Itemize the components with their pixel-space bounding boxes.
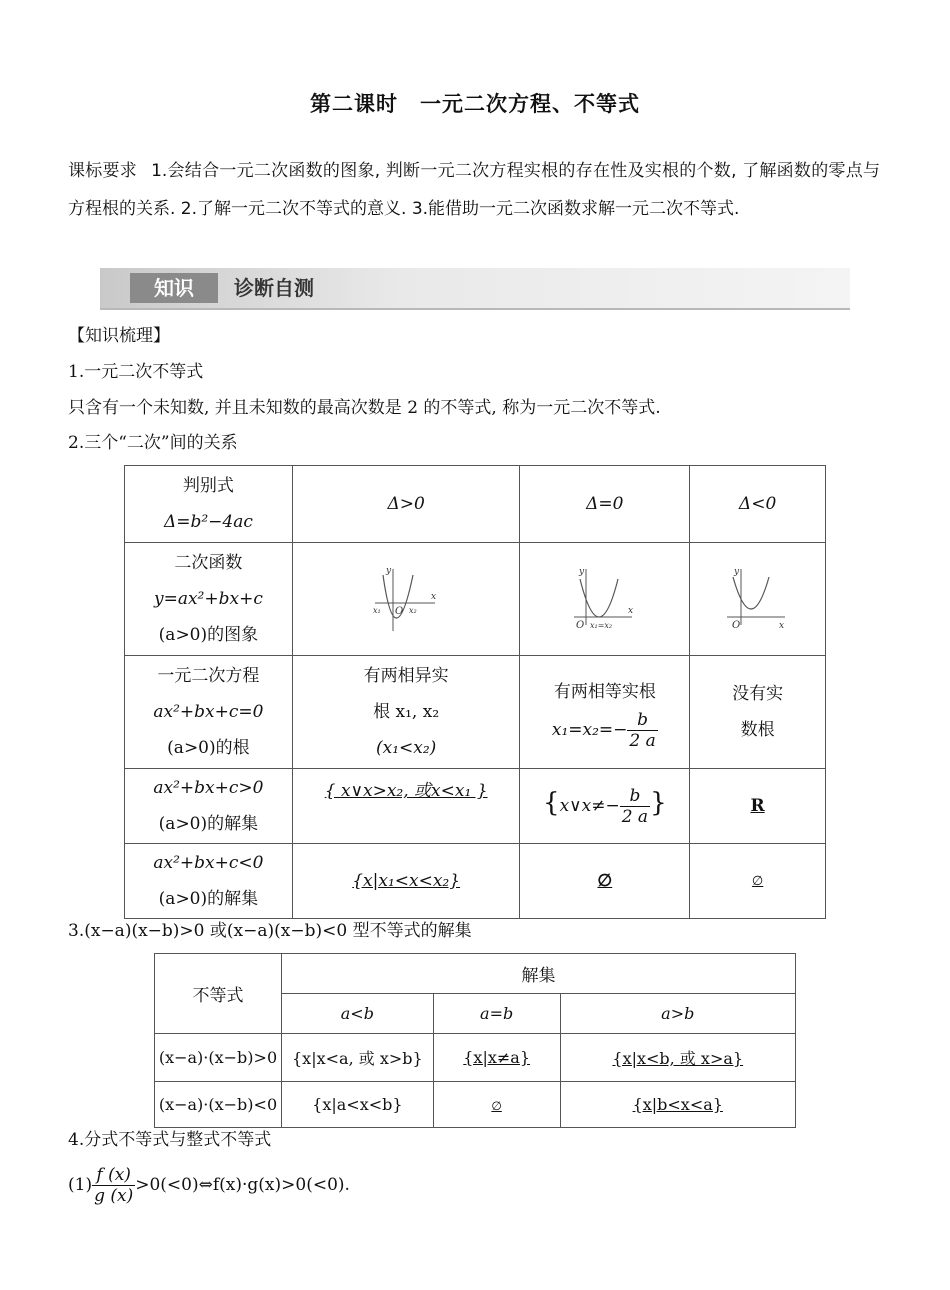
two-distinct-roots-text: 有两相异实: [363, 666, 449, 686]
two-distinct-roots-names: 根 x₁, x₂: [373, 702, 440, 722]
equation-condition: (a>0)的根: [167, 738, 250, 758]
solution-cell: {x|a<x<b}: [312, 1095, 403, 1114]
item4-heading: 4.分式不等式与整式不等式: [68, 1130, 272, 1150]
discriminant-formula: Δ=b²−4ac: [163, 512, 253, 532]
table-cell: [155, 1082, 282, 1128]
table-cell: [292, 543, 520, 656]
no-real-roots-text-2: 数根: [740, 720, 775, 740]
table-row: [155, 1034, 796, 1082]
table-cell: [125, 466, 293, 543]
empty-set-one-root: ∅: [597, 871, 613, 891]
equation-label: 一元二次方程: [157, 666, 260, 686]
no-real-roots-text-1: 没有实: [732, 684, 784, 704]
fraction-denominator: 2 a: [621, 807, 649, 827]
table-row: [155, 954, 796, 994]
table-row: [125, 769, 826, 844]
axis-label-x: x: [431, 592, 437, 602]
item1-heading: 1.一元二次不等式: [68, 362, 204, 382]
section-heading: 【知识梳理】: [68, 326, 170, 346]
table-cell: [125, 656, 293, 769]
table-cell: [433, 994, 560, 1034]
row-negative-label: (x−a)·(x−b)<0: [158, 1095, 278, 1114]
two-equal-roots-text: 有两相等实根: [553, 681, 656, 702]
course-requirements: [68, 152, 880, 228]
table-cell: [281, 1034, 433, 1082]
table-cell: [281, 954, 795, 994]
table-cell: [690, 466, 826, 543]
col-a-less-b: a<b: [340, 1004, 374, 1023]
solution-cell: {x|b<x<a}: [632, 1095, 723, 1114]
origin-label: O: [731, 620, 740, 631]
fraction-numerator: f (x): [92, 1165, 135, 1186]
table-cell: [690, 656, 826, 769]
solution-cell: {x|x<a, 或 x>b}: [292, 1049, 423, 1068]
row-positive-label: (x−a)·(x−b)>0: [158, 1048, 278, 1067]
two-distinct-roots-order: (x₁<x₂): [375, 738, 437, 758]
axis-label-x: x: [627, 606, 633, 616]
negative-inequality-formula: ax²+bx+c<0: [153, 853, 264, 873]
section-banner: [100, 268, 850, 310]
table-cell: [281, 1082, 433, 1128]
table-cell: {x∨x≠− $\frac{b}{2 a}$ }: [520, 769, 690, 844]
negative-inequality-condition: (a>0)的解集: [158, 889, 259, 909]
fraction-inequality-rule: [68, 1165, 350, 1206]
table-cell: [292, 466, 520, 543]
table-cell: [292, 656, 520, 769]
col-a-greater-b: a>b: [661, 1004, 695, 1023]
col-delta-zero: Δ=0: [586, 494, 624, 514]
table-row: [125, 466, 826, 543]
table-cell: [155, 1034, 282, 1082]
equal-root-formula: x₁=x₂=−: [551, 719, 628, 740]
quadratic-function-condition: (a>0)的图象: [158, 625, 259, 645]
rule-number: (1): [68, 1175, 93, 1195]
header-solution-set: 解集: [521, 966, 556, 986]
origin-label: O: [395, 606, 404, 617]
fraction-numerator: b: [627, 710, 657, 731]
table-cell: [292, 769, 520, 844]
table-cell: [690, 769, 826, 844]
table-cell: [560, 1034, 795, 1082]
col-delta-negative: Δ<0: [738, 494, 777, 514]
col-delta-positive: Δ>0: [387, 494, 425, 514]
parabola-two-roots-graph: [371, 565, 441, 633]
table-cell: [433, 1082, 560, 1128]
table-row: [155, 1082, 796, 1128]
table-row: [125, 543, 826, 656]
origin-label: O: [575, 620, 585, 631]
table-cell: [690, 543, 826, 656]
rule-equivalence: >0(<0)⇔f(x)·g(x)>0(<0).: [135, 1175, 350, 1195]
banner-text: 诊断自测: [234, 276, 314, 300]
requirements-label: 课标要求: [68, 161, 138, 181]
parabola-no-root-graph: [723, 565, 793, 633]
double-root-label: x₁=x₂: [589, 621, 612, 630]
root-x1-label: x₁: [373, 606, 381, 615]
col-a-equals-b: a=b: [480, 1004, 514, 1023]
positive-inequality-condition: (a>0)的解集: [158, 814, 259, 834]
table-cell: [125, 769, 293, 844]
item2-heading: 2.三个“二次”间的关系: [68, 433, 238, 453]
item3-heading: 3.(x−a)(x−b)>0 或(x−a)(x−b)<0 型不等式的解集: [68, 921, 472, 941]
table-cell: [520, 656, 690, 769]
table-cell: [433, 1034, 560, 1082]
table-row: [125, 656, 826, 769]
table-cell: [292, 844, 520, 919]
discriminant-label: 判别式: [182, 476, 234, 496]
table-cell: [520, 844, 690, 919]
table-cell: [125, 844, 293, 919]
factored-inequality-table: [154, 953, 796, 1128]
axis-label-y: y: [386, 566, 392, 576]
item1-text: 只含有一个未知数, 并且未知数的最高次数是 2 的不等式, 称为一元二次不等式.: [68, 398, 661, 418]
table-cell: [560, 1082, 795, 1128]
fraction-denominator: g (x): [94, 1186, 134, 1206]
table-row: [125, 844, 826, 919]
banner-tag: 知识: [130, 273, 218, 303]
table-cell: [690, 844, 826, 919]
table-cell: [281, 994, 433, 1034]
table-cell: [520, 543, 690, 656]
positive-inequality-formula: ax²+bx+c>0: [153, 778, 264, 798]
page-title: 第二课时 一元二次方程、不等式: [310, 92, 640, 116]
solution-set-two-roots-positive: { x∨x>x₂, 或x<x₁ }: [324, 781, 488, 801]
solution-set-two-roots-negative: {x|x₁<x<x₂}: [352, 871, 461, 891]
solution-cell: {x|x≠a}: [463, 1048, 530, 1067]
fraction-numerator: b: [620, 786, 650, 807]
solution-set-one-root-positive: x∨x≠−: [559, 796, 620, 816]
axis-label-y: y: [733, 567, 739, 577]
quadratic-function-formula: y=ax²+bx+c: [153, 589, 263, 609]
fraction-denominator: 2 a: [629, 730, 656, 751]
quadratic-relations-table: [124, 465, 826, 919]
table-cell: [125, 543, 293, 656]
table-cell: [155, 954, 282, 1034]
solution-cell: {x|x<b, 或 x>a}: [612, 1049, 744, 1068]
header-inequality: 不等式: [192, 986, 244, 1006]
quadratic-function-label: 二次函数: [174, 553, 243, 573]
axis-label-x: x: [778, 621, 784, 631]
empty-set-no-root: ∅: [751, 874, 764, 889]
equation-formula: ax²+bx+c=0: [153, 702, 264, 722]
table-cell: [560, 994, 795, 1034]
parabola-one-root-graph: [570, 565, 640, 633]
axis-label-y: y: [578, 567, 584, 577]
requirements-text: 1.会结合一元二次函数的图象, 判断一元二次方程实根的存在性及实根的个数, 了解函数的零点与方程根的关系. 2.了解一元二次不等式的意义. 3.能借助一元二次函数求解一元二次不等式.: [68, 161, 880, 219]
root-x2-label: x₂: [409, 606, 417, 615]
table-cell: [520, 466, 690, 543]
solution-cell: ∅: [491, 1099, 502, 1113]
solution-set-all-reals: R: [750, 796, 765, 816]
